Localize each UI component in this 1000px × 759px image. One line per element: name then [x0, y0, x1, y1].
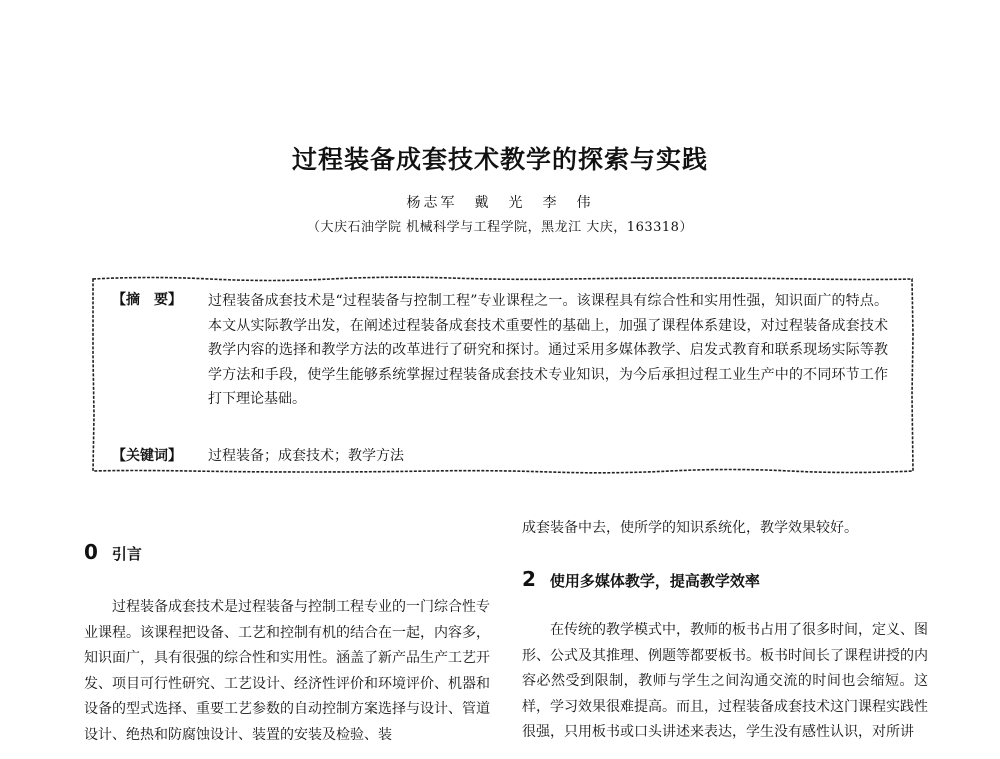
keywords-text: 过程装备；成套技术；教学方法	[208, 448, 404, 464]
section-2-number: 2	[522, 567, 536, 591]
abstract-box	[90, 275, 916, 475]
section-2-title: 使用多媒体教学，提高教学效率	[549, 572, 760, 590]
section-0-number: 0	[84, 540, 98, 564]
keywords-label: 【关键词】	[112, 448, 182, 464]
section-2-heading	[522, 567, 760, 591]
paper-title: 过程装备成套技术教学的探索与实践	[291, 145, 708, 174]
author-list: 杨志军 戴 光 李 伟	[406, 195, 594, 211]
abstract-text: 过程装备成套技术是“过程装备与控制工程”专业课程之一。该课程具有综合性和实用性强，知识面广的特点。本文从实际教学出发，在阐述过程装备成套技术重要性的基础上，加强了课程体系建设，对过程装备成套技术教学内容的选择和教学方法的改革进行了研究和探讨。通过采用多媒体教学、启发式教育和联系现场实际等教学方法和手段，使学生能够系统掌握过程装备成套技术专业知识，为今后承担过程工业生产中的不同环节工作打下理论基础。	[208, 293, 888, 408]
abstract-label: 【摘 要】	[112, 292, 182, 308]
section-0-title: 引言	[111, 545, 142, 563]
section-0-heading	[84, 540, 142, 564]
right-column-continuation: 成套装备中去，使所学的知识系统化，教学效果较好。	[522, 520, 858, 536]
author-affiliation: （大庆石油学院 机械科学与工程学院，黑龙江 大庆，163318）	[307, 220, 693, 235]
section-0-body: 过程装备成套技术是过程装备与控制工程专业的一门综合性专业课程。该课程把设备、工艺和控制有机的结合在一起，内容多，知识面广，具有很强的综合性和实用性。涵盖了新产品生产工艺开发、项目可行性研究、工艺设计、经济性评价和环境评价、机器和设备的型式选择、重要工艺参数的自动控制方案选择与设计、管道设计、绝热和防腐蚀设计、装置的安装及检验、装	[84, 599, 490, 743]
section-2-body: 在传统的教学模式中，教师的板书占用了很多时间，定义、图形、公式及其推理、例题等都要板书。板书时间长了课程讲授的内容必然受到限制，教师与学生之间沟通交流的时间也会缩短。这样，学习效果很难提高。而且，过程装备成套技术这门课程实践性很强，只用板书或口头讲述来表达，学生没有感性认识，对所讲	[522, 622, 928, 740]
